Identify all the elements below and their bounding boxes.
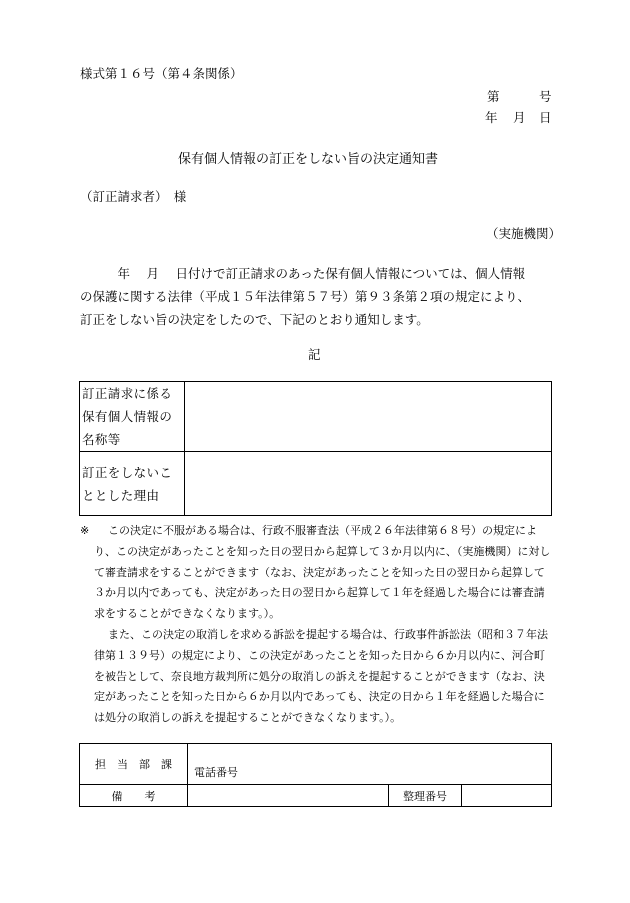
date-month: 月 <box>513 110 526 125</box>
label-line: 訂正をしないこ <box>82 464 173 480</box>
document-title: 保有個人情報の訂正をしない旨の決定通知書 <box>178 152 439 167</box>
body-paragraph <box>80 262 554 331</box>
issuer: （実施機関） <box>486 226 562 241</box>
ref-no-label-cell <box>389 785 462 807</box>
reason-label-cell <box>80 452 185 516</box>
note-paragraph-lawsuit: また、この決定の取消しを求める訴訟を提起する場合は、行政事件訴訟法（昭和３７年法律第１３９号）の規定により、この決定があったことを知った日から６か月以内に、河合町を被告として、奈良地方裁判所に処分の取消しの訴えを提起することができます（なお、決定があったことを知った日から６か月以内であっても、決定の日から１年を経過した場合には処分の取消しの訴えを提起することができなくなります。）。 <box>94 627 548 725</box>
body-line: 年 月 日付けで訂正請求のあった保有個人情報については、個人情報 <box>80 266 526 281</box>
label-line: 保有個人情報の <box>82 409 173 424</box>
label-line: ととした理由 <box>82 487 160 503</box>
details-table <box>79 381 552 516</box>
dept-label-cell <box>80 744 188 785</box>
remarks-label: 備 考 <box>111 789 156 803</box>
body-line: の保護に関する法律（平成１５年法律第５７号）第９３条第２項の規定により、 <box>80 289 531 304</box>
ki-heading: 記 <box>308 347 321 362</box>
note-mark: ※ <box>80 524 90 537</box>
dept-value-cell[interactable] <box>188 744 552 785</box>
label-line: 名称等 <box>82 432 121 447</box>
ref-no-label: 整理番号 <box>403 789 447 803</box>
note-paragraph-appeal: この決定に不服がある場合は、行政不服審査法（平成２６年法律第６８号）の規定により、この決定があったことを知った日の翌日から起算して３か月以内に、（実施機関）に対して審査請求をすることができます（なお、決定があったことを知った日の翌日から起算して３か月以内であっても、決定があった日の翌日から起算して１年を経過した場合には審査請求をすることができなくなります。）。 <box>94 524 551 621</box>
dept-label: 担 当 部 課 <box>95 758 172 771</box>
phone-label: 電話番号 <box>194 766 238 779</box>
body-line: 訂正をしない旨の決定をしたので、下記のとおり通知します。 <box>80 312 429 327</box>
label-line: 訂正請求に係る <box>82 386 173 401</box>
form-number: 様式第１６号（第４条関係） <box>80 66 243 81</box>
footer-table <box>79 743 552 807</box>
addressee: （訂正請求者） 様 <box>80 189 187 204</box>
date-year: 年 <box>485 110 498 125</box>
reason-value[interactable] <box>185 452 552 516</box>
ref-no-value[interactable] <box>462 785 552 807</box>
appeal-notes <box>80 521 554 729</box>
remarks-value[interactable] <box>188 785 389 807</box>
date-day: 日 <box>539 110 552 125</box>
request-subject-value[interactable] <box>185 382 552 452</box>
number-prefix: 第 <box>487 89 500 104</box>
number-suffix: 号 <box>539 89 552 104</box>
remarks-label-cell <box>80 785 188 807</box>
request-subject-label-cell <box>80 382 185 452</box>
